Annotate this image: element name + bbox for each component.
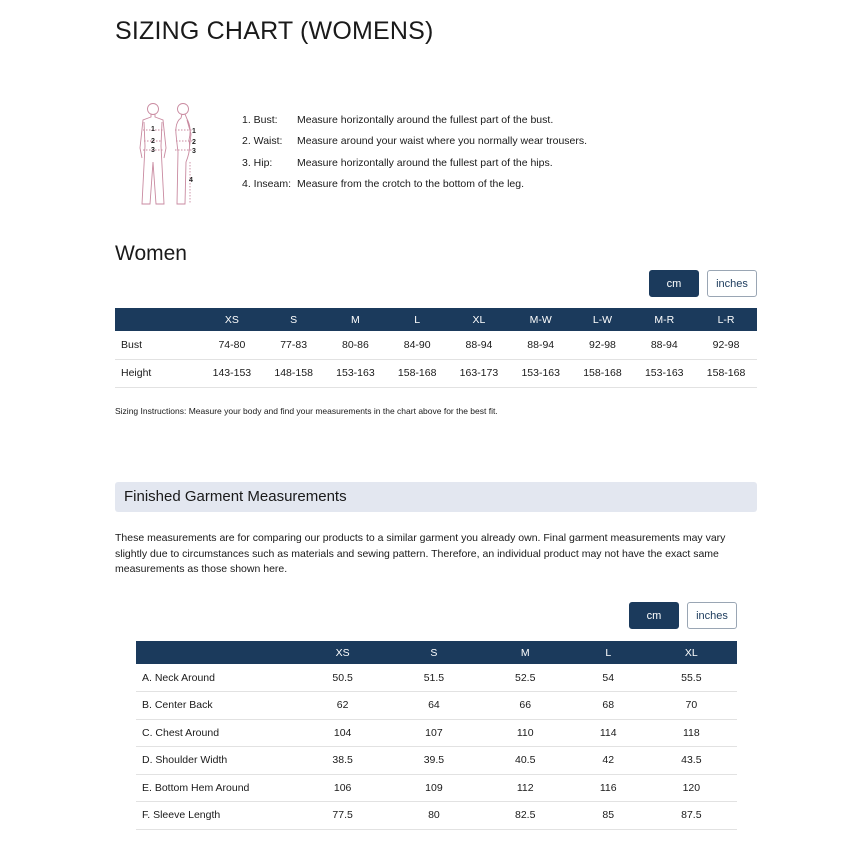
garment-description: These measurements are for comparing our products to a similar garment you already own. Final garment measurements may vary slightly due to circumstances such as materials and sewing pattern. Therefore, an individual product may not have the exact same measurements as those shown here. xyxy=(115,532,726,575)
table-cell: 112 xyxy=(480,774,571,802)
cm-button[interactable]: cm xyxy=(629,602,679,629)
table-row-label: D. Shoulder Width xyxy=(136,747,297,775)
sizing-instructions: Sizing Instructions: Measure your body and find your measurements in the chart above for the best fit. xyxy=(115,406,498,416)
table-cell: 92-98 xyxy=(695,331,757,359)
table-cell: 80-86 xyxy=(325,331,387,359)
table-cell: 88-94 xyxy=(633,331,695,359)
side-number-3: 3 xyxy=(192,148,196,155)
measure-label: 3. Hip: xyxy=(242,156,273,169)
table-cell: 40.5 xyxy=(480,747,571,775)
table-row-label: E. Bottom Hem Around xyxy=(136,774,297,802)
women-unit-toggle xyxy=(649,270,757,297)
table-cell: 50.5 xyxy=(297,664,388,692)
table-header-cell: XS xyxy=(335,646,350,659)
table-row xyxy=(115,359,757,387)
page-title: SIZING CHART (WOMENS) xyxy=(115,17,434,45)
table-cell: 158-168 xyxy=(386,359,448,387)
table-cell: 64 xyxy=(388,692,479,720)
table-header-cell: L-W xyxy=(592,313,613,326)
table-cell: 114 xyxy=(571,719,646,747)
table-cell: 153-163 xyxy=(510,359,572,387)
table-cell: 68 xyxy=(571,692,646,720)
measure-guide-item xyxy=(242,131,587,152)
table-row xyxy=(136,747,737,775)
table-cell: 51.5 xyxy=(388,664,479,692)
table-cell: 55.5 xyxy=(646,664,737,692)
side-number-2: 2 xyxy=(192,139,196,146)
women-size-table xyxy=(115,308,757,388)
table-header-cell: XL xyxy=(684,646,698,659)
table-cell: 116 xyxy=(571,774,646,802)
table-cell: 158-168 xyxy=(572,359,634,387)
table-header-cell: L xyxy=(605,646,612,659)
table-cell: 153-163 xyxy=(325,359,387,387)
table-row-label: A. Neck Around xyxy=(136,664,297,692)
measure-label: 1. Bust: xyxy=(242,114,278,126)
table-cell: 42 xyxy=(571,747,646,775)
table-row-label: F. Sleeve Length xyxy=(136,802,297,830)
measure-guide-item xyxy=(242,174,587,195)
table-cell: 82.5 xyxy=(480,802,571,830)
table-row-label: Bust xyxy=(115,331,201,359)
body-outline-icon xyxy=(133,100,203,210)
table-cell: 52.5 xyxy=(480,664,571,692)
inches-button[interactable]: inches xyxy=(707,270,757,297)
table-row xyxy=(136,664,737,692)
table-cell: 77-83 xyxy=(263,331,325,359)
table-header-cell: M xyxy=(520,646,530,659)
table-header-cell xyxy=(136,641,297,664)
table-row xyxy=(136,692,737,720)
table-cell: 120 xyxy=(646,774,737,802)
table-header-cell: S xyxy=(290,313,298,326)
table-cell: 163-173 xyxy=(448,359,510,387)
table-row xyxy=(136,774,737,802)
table-header-cell: XS xyxy=(224,313,239,326)
table-cell: 80 xyxy=(388,802,479,830)
table-row-label: B. Center Back xyxy=(136,692,297,720)
body-measurement-figure xyxy=(133,100,203,210)
measure-guide-list xyxy=(242,110,587,195)
garment-section-banner xyxy=(115,482,757,512)
table-cell: 77.5 xyxy=(297,802,388,830)
garment-section-title: Finished Garment Measurements xyxy=(124,488,347,505)
table-cell: 66 xyxy=(480,692,571,720)
table-header-cell: S xyxy=(430,646,438,659)
table-cell: 85 xyxy=(571,802,646,830)
measure-text: Measure from the crotch to the bottom of the leg. xyxy=(297,177,525,190)
garment-unit-toggle xyxy=(629,602,737,629)
side-number-1: 1 xyxy=(192,128,196,135)
table-cell: 84-90 xyxy=(386,331,448,359)
table-header-cell: L-R xyxy=(717,313,735,326)
table-cell: 39.5 xyxy=(388,747,479,775)
cm-button[interactable]: cm xyxy=(649,270,699,297)
garment-measurements-table xyxy=(136,641,737,830)
table-row xyxy=(136,719,737,747)
table-cell: 88-94 xyxy=(510,331,572,359)
front-number-1: 1 xyxy=(151,126,155,133)
table-cell: 148-158 xyxy=(263,359,325,387)
table-row xyxy=(136,802,737,830)
table-cell: 109 xyxy=(388,774,479,802)
measure-text: Measure around your waist where you normally wear trousers. xyxy=(297,135,588,148)
table-cell: 158-168 xyxy=(695,359,757,387)
measure-guide-item xyxy=(242,153,587,174)
table-header-row xyxy=(136,641,737,664)
table-cell: 87.5 xyxy=(646,802,737,830)
table-header-cell: M xyxy=(351,313,360,326)
front-number-3: 3 xyxy=(151,147,155,154)
table-cell: 74-80 xyxy=(201,331,263,359)
front-number-2: 2 xyxy=(151,138,155,145)
table-cell: 153-163 xyxy=(633,359,695,387)
table-header-row xyxy=(115,308,757,331)
table-cell: 88-94 xyxy=(448,331,510,359)
table-header-cell: XL xyxy=(472,313,486,326)
table-row-label: Height xyxy=(115,359,201,387)
inches-button[interactable]: inches xyxy=(687,602,737,629)
side-number-4: 4 xyxy=(189,177,193,184)
table-header-cell xyxy=(115,308,201,331)
measure-label: 4. Inseam: xyxy=(242,177,292,190)
table-cell: 92-98 xyxy=(572,331,634,359)
table-cell: 110 xyxy=(480,719,571,747)
measure-text: Measure horizontally around the fullest part of the bust. xyxy=(297,114,554,126)
table-row-label: C. Chest Around xyxy=(136,719,297,747)
table-cell: 38.5 xyxy=(297,747,388,775)
table-cell: 43.5 xyxy=(646,747,737,775)
table-cell: 143-153 xyxy=(201,359,263,387)
table-cell: 70 xyxy=(646,692,737,720)
table-row xyxy=(115,331,757,359)
table-cell: 104 xyxy=(297,719,388,747)
table-cell: 107 xyxy=(388,719,479,747)
table-cell: 62 xyxy=(297,692,388,720)
measure-text: Measure horizontally around the fullest part of the hips. xyxy=(297,156,553,169)
measure-label: 2. Waist: xyxy=(242,135,283,148)
table-cell: 118 xyxy=(646,719,737,747)
table-cell: 54 xyxy=(571,664,646,692)
women-section-title: Women xyxy=(115,242,187,265)
table-header-cell: M-W xyxy=(529,313,552,326)
table-header-cell: L xyxy=(414,313,421,326)
table-cell: 106 xyxy=(297,774,388,802)
table-header-cell: M-R xyxy=(654,313,675,326)
measure-guide-item xyxy=(242,110,587,131)
